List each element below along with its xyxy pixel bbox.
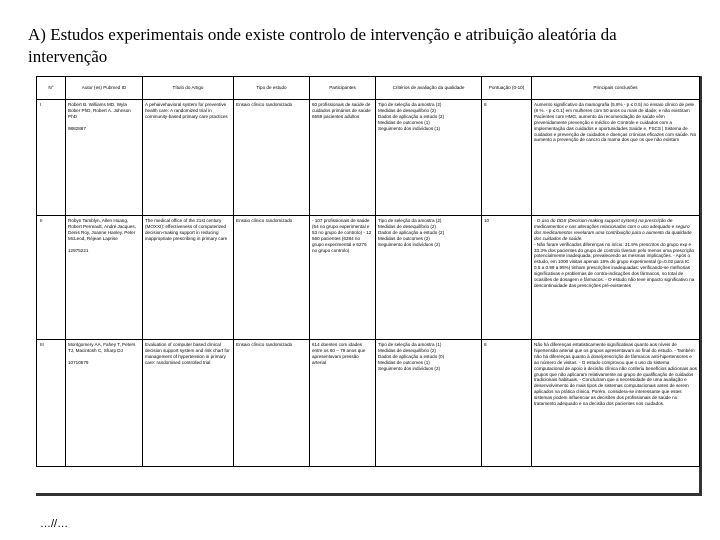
header-authors: Autor (es) Pubmed ID: [66, 77, 143, 100]
studies-table-container: [36, 76, 702, 496]
row-study-type: Ensaio clínico randomizado: [234, 100, 310, 216]
criteria-item: Dados de aplicação a estudo (2): [378, 113, 445, 119]
pubmed-id: 12975221: [68, 247, 89, 253]
criteria-item: Tipo de seleção da amostra (1): [378, 342, 442, 347]
conclusions-text: - Não foram verificados diferenças no início: 31.9% prescritos do grupo exp e 33.3% dos pacientes do grupo de controlo tiveram pelo menos uma prescrição potencialmente inadequada, prevalecendo as mesmas implicações. - Após o estudo, em 1000 visitas apenas 18% do grupo experimental (p=0.02 para IC 0.5 a 0.99 a 95%) tinham prescrições inadequadas: verificando-se melhorias significativas e problemas de contra-indicações dos fármacos, no total de ocasiões de dosagem e fármacos. - O estudo não teve impacto significativo na descontinuidade das prescrições pré-existentes: [534, 241, 695, 288]
header-participants: Participantes: [310, 77, 376, 100]
criteria-item: Tipo de seleção da amostra (2): [378, 218, 442, 223]
header-title: Título do Artigo: [143, 77, 234, 100]
studies-table: [36, 76, 700, 467]
row-participants: - 107 profissionais de saúde (54 no grupo experimental e 53 no grupo de controlo) - 12 560 pacientes (6284 no grupo experimental e 6276 no grupo controlo): [310, 216, 376, 340]
criteria-item: Medidas de desequilíbrio (2): [378, 223, 436, 229]
pubmed-id: 10710579: [68, 359, 89, 365]
criteria-item: Dados de aplicação a estudo (2): [378, 229, 445, 235]
criteria-item: Seguimento dos indivíduos (2): [378, 365, 441, 371]
row-authors: [66, 340, 143, 467]
row-study-type: Ensaio clínico randomizado: [234, 216, 310, 340]
row-criteria: [376, 340, 482, 467]
criteria-item: Medidas de outcomes (1): [378, 359, 430, 365]
table-row: [37, 100, 700, 216]
row-score: 8: [482, 340, 532, 467]
row-number: III: [37, 340, 66, 467]
criteria-item: Dados de aplicação a estudo (0): [378, 353, 445, 359]
row-participants: 614 doentes com idades entre os 60 – 79 anos que apresentavam pressão arterial: [310, 340, 376, 467]
header-criteria: Critérios de avaliação da qualidade: [376, 77, 482, 100]
authors-text: Robert B. Williams MD, Wyla Bober PhD, Robert A. Johnson PhD: [68, 102, 131, 119]
row-criteria: [376, 216, 482, 340]
row-conclusions: Aumento significativo da mamografia (5.8% - p ≤ 0.5) no ensaio clínico de pele (8 %. - p ≤ 0.1) em mulheres com 50 anos ou mais de idade; e não existiram Pacientes com HMG, aumento da recomendação de saúde vêm prevenidamente prevenção e médico de Controle e cuidados com a implementação das cuidados e oportunidades Saúde e, FSCS | Sistema de cuidados e prevenção de cuidados e doenças crónicas eficazes com saúde. No aumento a prevenção de cancro da mama dos que os que não existam: [532, 100, 700, 216]
row-score: 8: [482, 100, 532, 216]
criteria-item: Medidas de outcomes (1): [378, 119, 430, 125]
table-header-row: [37, 77, 700, 100]
authors-text: Montgomery AA, Fahey T, Peters TJ, Macintosh C, Sharp DJ: [68, 342, 136, 353]
table-row: [37, 216, 700, 340]
row-score: 10: [482, 216, 532, 340]
header-conclusions: Principais conclusões: [532, 77, 700, 100]
row-study-type: Ensaio clínico randomizado: [234, 340, 310, 467]
criteria-item: Medidas de desequilíbrio (2): [378, 347, 436, 353]
continuation-mark: …//…: [40, 518, 69, 530]
row-number: II: [37, 216, 66, 340]
header-study-type: Tipo de estudo: [234, 77, 310, 100]
criteria-item: Tipo de seleção da amostra (2): [378, 102, 442, 107]
page-title: A) Estudos experimentais onde existe controlo de intervenção e atribuição aleatória da intervenção: [28, 25, 617, 66]
criteria-item: Seguimento dos indivíduos (1): [378, 125, 441, 131]
header-score: Pontuação (0-10): [482, 77, 532, 100]
row-authors: [66, 100, 143, 216]
pubmed-id: 9882867: [68, 125, 86, 131]
authors-text: Robyn Tamblyn, Allen Huang, Robert Perreault, André Jacques, Denis Roy, Joanne Hanley, Peter McLeod, Réjean Laprise: [68, 218, 136, 241]
conclusions-italic: - O uso do DDS (Decision-making support system) na prescrição de medicamentos e nas alterações relacionadas com o uso adequado e seguro dos medicamentos revelaram uma contribuição para o aumento da qualidade dos cuidados de saúde.: [534, 218, 692, 241]
row-conclusions: Não há diferenças estatisticamente significativas quanto aos níveis de hipertensão arterial que os grupos apresentavam ao final do estudo. - Também não há diferenças quanto à dose/prescrição de fármacos anti-hipertensores e ao número de visitas. - O estudo comprovou que o uso do sistema computacional de apoio à decisão clínica não conferiu benefícios adicionais aos grupos que não aplicaram relativamente ao grupo de qualificação de cuidados tradicionais habituais. - Concluíram que a necessidade de uma avaliação e desenvolvimento de mais tipos de sistemas computacionais antes de serem aplicados na prática clínica. Porém, considera-se interessante que estes sistemas podem influenciar as decisões dos profissionais de saúde no tratamento adequado e na decisão dos pacientes nos cuidados.: [532, 340, 700, 467]
header-number: N°: [37, 77, 66, 100]
row-title: The medical office of the 21st century (MOXXI): effectiveness of computerized decision-making support in reducing inappropriate prescribing in primary care: [143, 216, 234, 340]
row-authors: [66, 216, 143, 340]
row-title: A pehaivehavioral system for preventive health care: A randomized trial in community-based primary care practices: [143, 100, 234, 216]
row-conclusions: [532, 216, 700, 340]
row-participants: 60 profissionais de saúde de cuidados primários de saúde 6559 pacientes adultos: [310, 100, 376, 216]
row-criteria: [376, 100, 482, 216]
row-title: Evaluation of computer based clinical decision support system and risk chart for management of hypertension in primary care: randomised controlled trial: [143, 340, 234, 467]
criteria-item: Medidas de outcomes (2): [378, 235, 430, 241]
table-row: [37, 340, 700, 467]
criteria-item: Medidas de desequilíbrio (2): [378, 107, 436, 113]
row-number: I: [37, 100, 66, 216]
criteria-item: Seguimento dos indivíduos (2): [378, 241, 441, 247]
